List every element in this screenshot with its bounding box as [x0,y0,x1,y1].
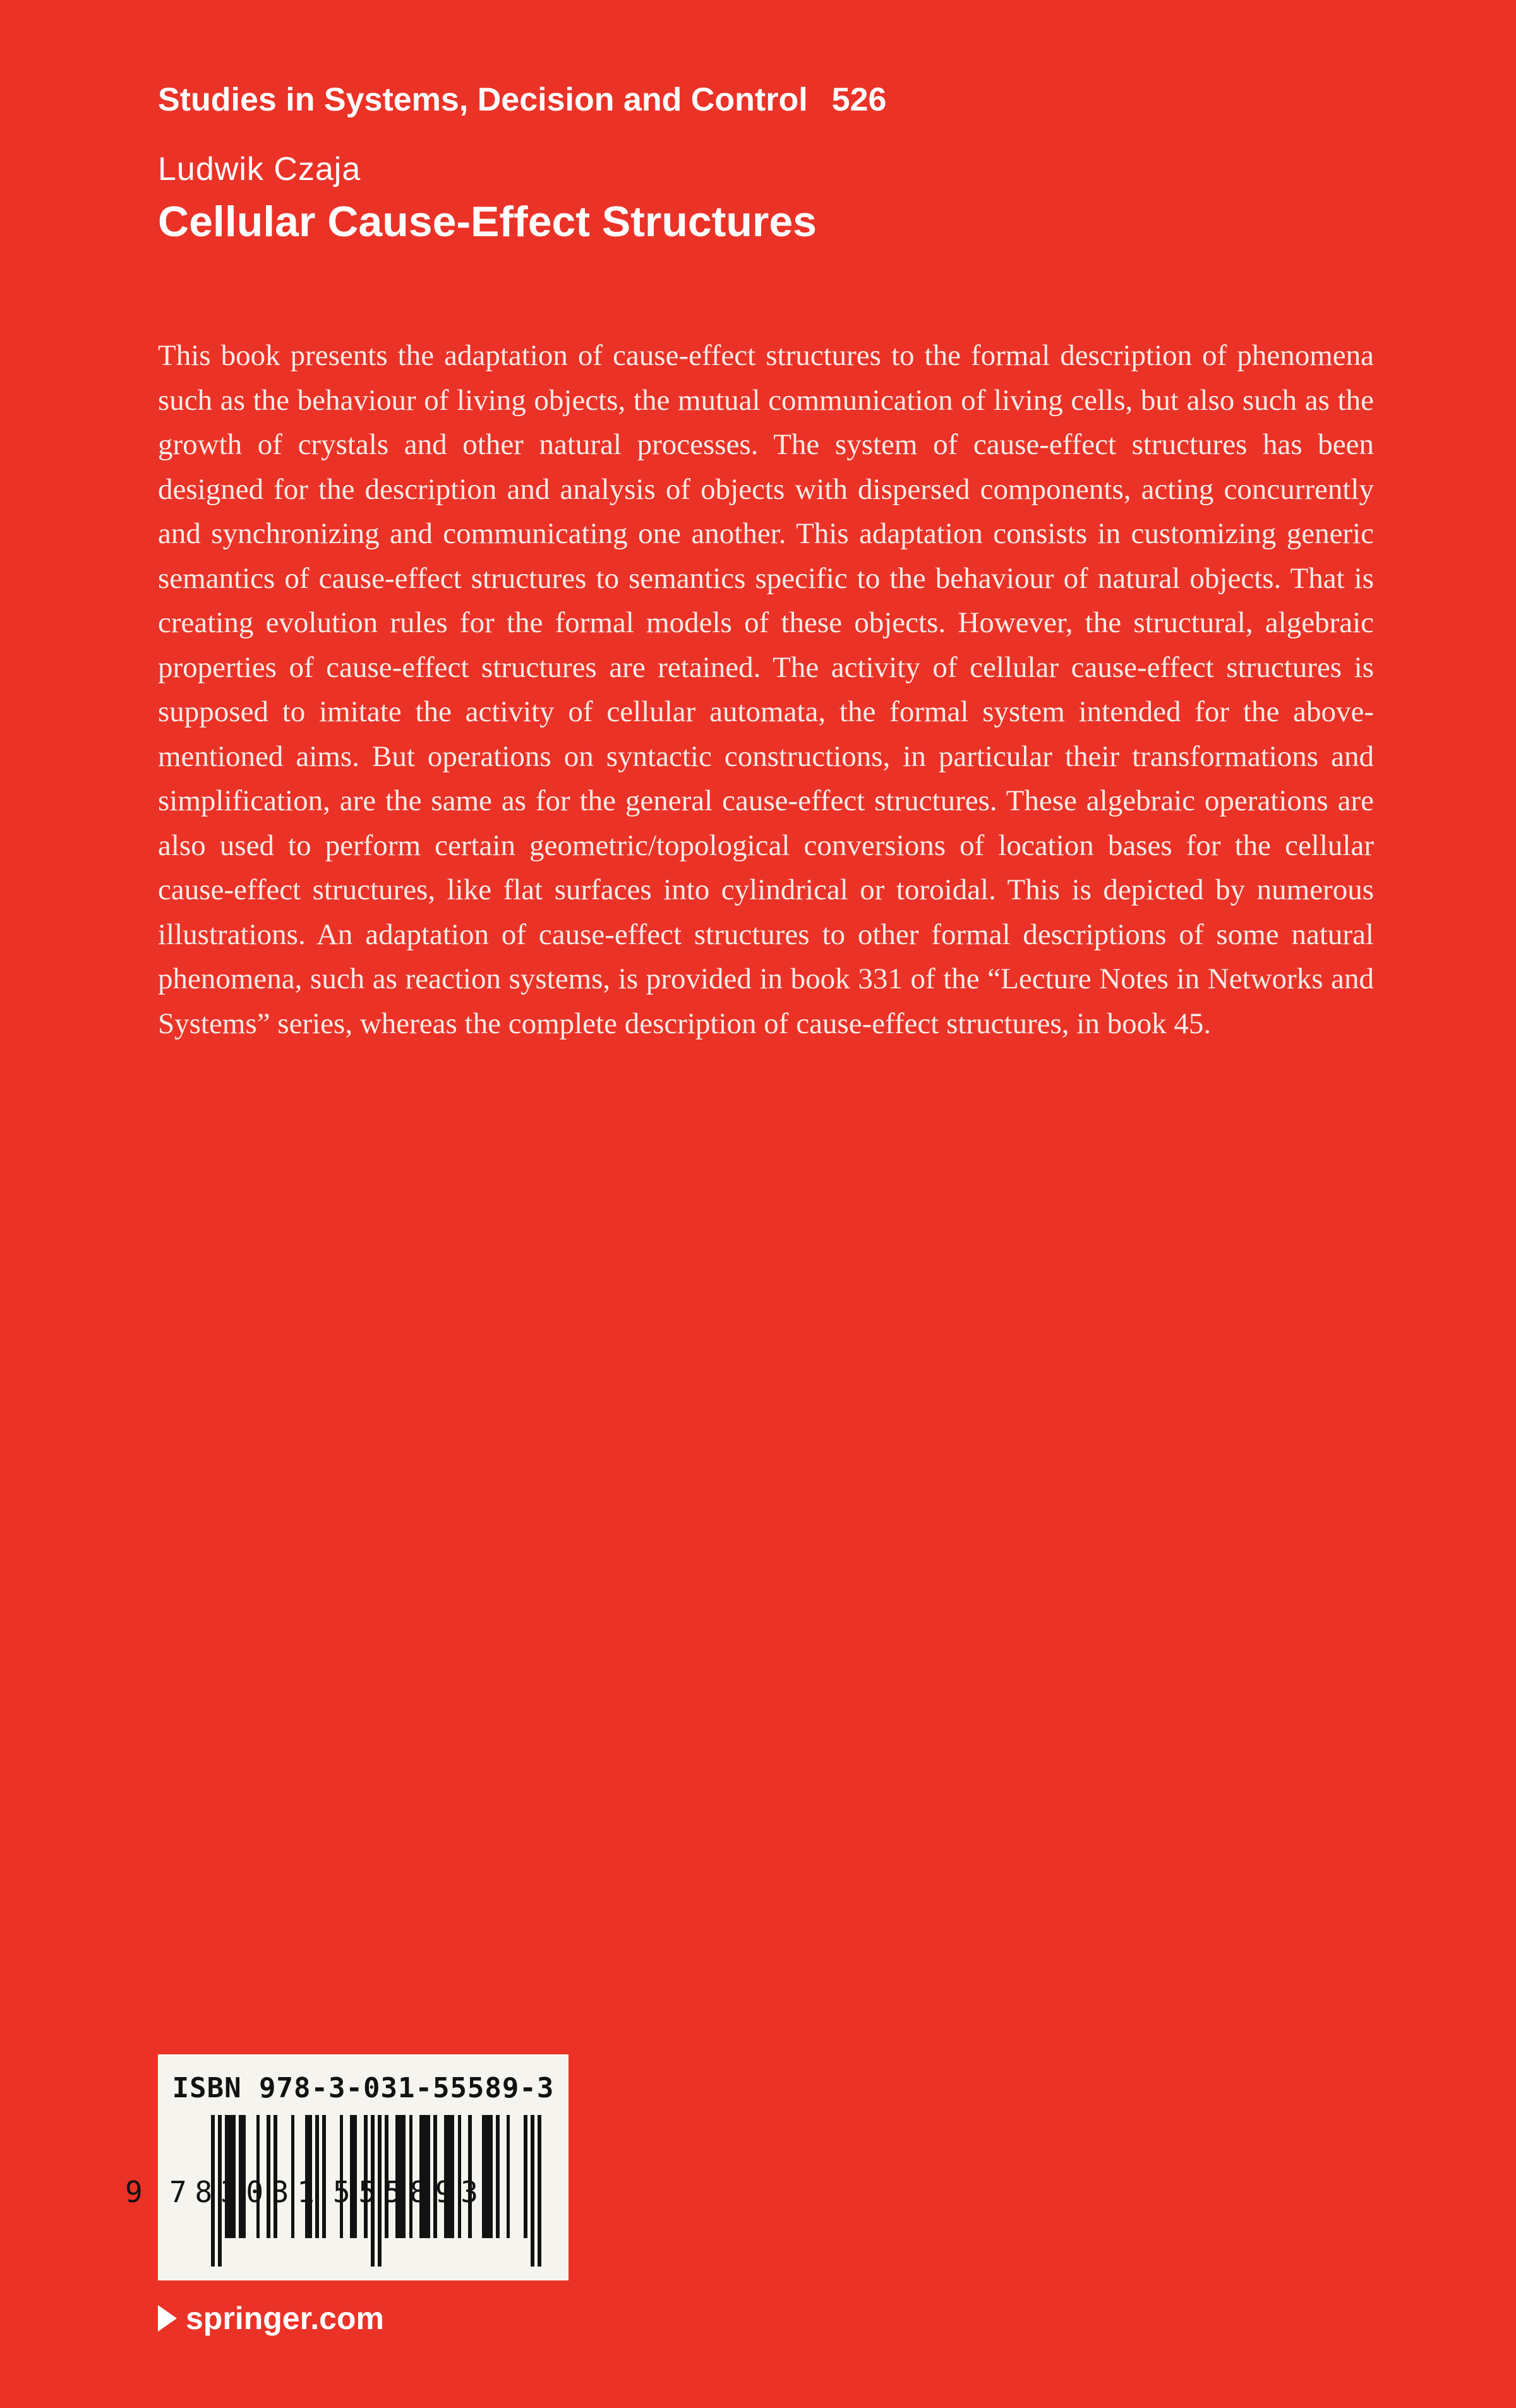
isbn-label: ISBN 978-3-031-55589-3 [172,2072,555,2104]
barcode-digits-group1: 7 8 3 0 3 1 [169,2175,315,2209]
springer-arrow-icon [158,2305,177,2332]
series-title: Studies in Systems, Decision and Control [158,81,808,118]
springer-site-label: springer.com [186,2301,384,2336]
barcode-digit-left: 9 [125,2175,143,2209]
synopsis-text: This book presents the adaptation of cause-effect structures to the formal description of phenomena such as the behaviour of living objects, the mutual communication of living cells, but also such as the growth of crystals and other natural processes. The system of cause-effect structures has been designed for the description and analysis of objects with dispersed components, acting concurrently and synchronizing and communicating one another. This adaptation consists in customizing generic semantics of cause-effect structures to semantics specific to the behaviour of natural objects. That is creating evolution rules for the formal models of these objects. However, the structural, algebraic properties of cause-effect structures are retained. The activity of cellular cause-effect structures is supposed to imitate the activity of cellular automata, the formal system intended for the above-mentioned aims. But operations on syntactic constructions, in particular their transformations and simplification, are the same as for the general cause-effect structures. These algebraic operations are also used to perform certain geometric/topological conversions of location bases for the cellular cause-effect structures, like flat surfaces into cylindrical or toroidal. This is depicted by numerous illustrations. An adaptation of cause-effect structures to other formal descriptions of some natural phenomena, such as reaction systems, is provided in book 331 of the “Lecture Notes in Networks and Systems” series, whereas the complete description of cause-effect structures, in book 45. [158,339,1374,1040]
author-name: Ludwik Czaja [158,151,361,188]
series-volume: 526 [831,81,887,118]
springer-brand [158,2300,384,2337]
isbn-panel [125,2054,568,2280]
barcode-digits-group2: 5 5 5 8 9 3 [333,2175,478,2209]
book-title: Cellular Cause-Effect Structures [158,198,817,246]
series-line [158,81,886,119]
